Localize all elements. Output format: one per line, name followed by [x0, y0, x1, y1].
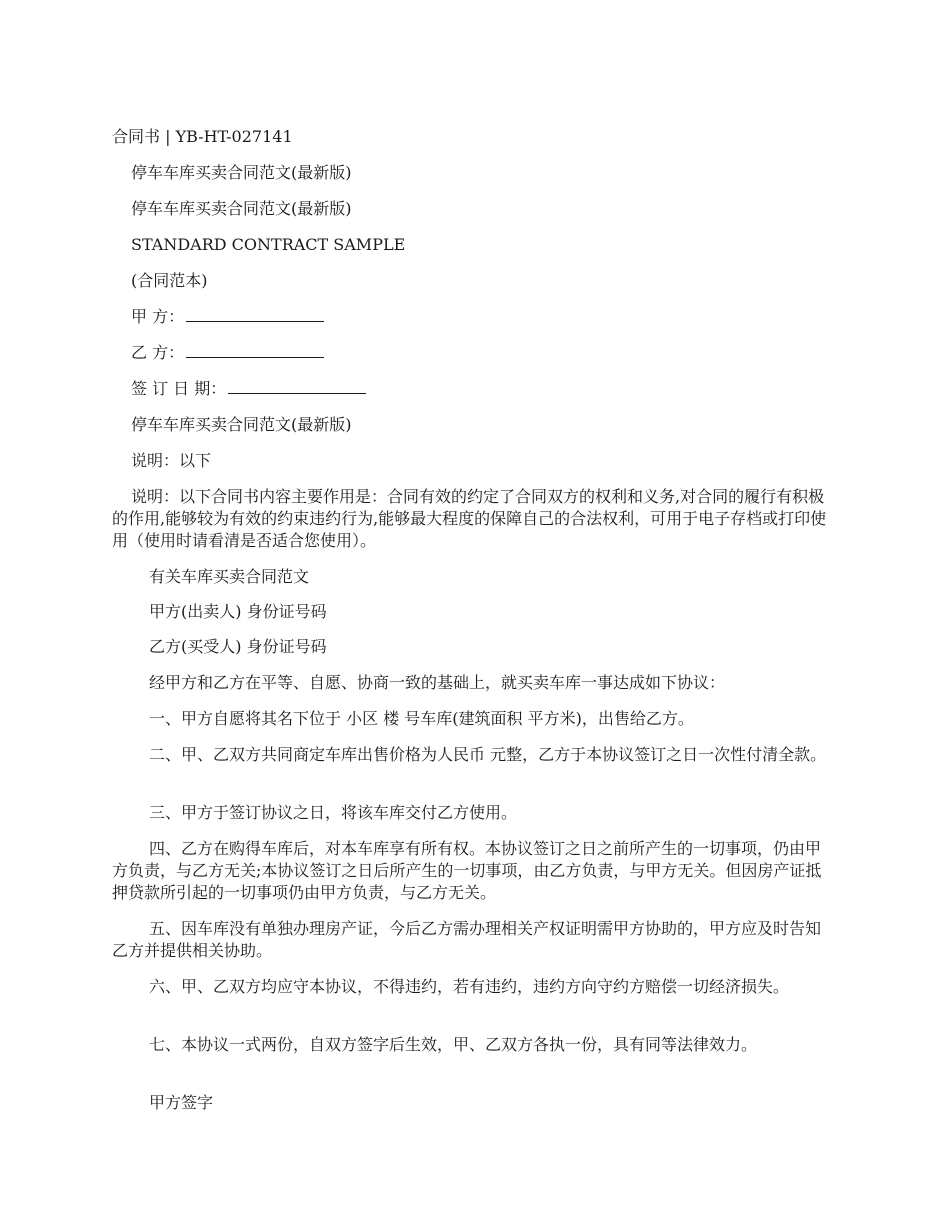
- clause-2: 二、甲、乙双方共同商定车库出售价格为人民币 元整，乙方于本协议签订之日一次性付清全款。: [149, 745, 827, 764]
- note-short: 说明：以下: [131, 451, 212, 470]
- party-a-signature-label: 甲方签字: [149, 1093, 214, 1112]
- sign-date-label: 签 订 日 期：: [131, 379, 227, 398]
- cover-title-3: 停车车库买卖合同范文(最新版): [131, 415, 352, 434]
- party-b-label: 乙 方：: [131, 343, 185, 362]
- party-b-field: [131, 342, 324, 364]
- clause-7: 七、本协议一式两份，自双方签字后生效，甲、乙双方各执一份，具有同等法律效力。: [149, 1035, 758, 1054]
- preamble: 经甲方和乙方在平等、自愿、协商一致的基础上，就买卖车库一事达成如下协议：: [149, 673, 726, 692]
- party-b-blank-line: [186, 342, 324, 358]
- party-b-id-line: 乙方(买受人) 身份证号码: [149, 637, 327, 656]
- clause-1: 一、甲方自愿将其名下位于 小区 楼 号车库(建筑面积 平方米)，出售给乙方。: [149, 709, 694, 728]
- clause-4: 四、乙方在购得车库后，对本车库享有所有权。本协议签订之日之前所产生的一切事项，仍由甲方负责，与乙方无关;本协议签订之日后所产生的一切事项，由乙方负责，与甲方无关。但因房产证抵押贷款所引起的一切事项仍由甲方负责，与乙方无关。: [112, 839, 822, 902]
- party-a-blank-line: [186, 306, 324, 322]
- cover-title-1: 停车车库买卖合同范文(最新版): [131, 163, 352, 182]
- sign-date-field: [131, 378, 366, 400]
- doc-code-header: 合同书 | YB-HT-027141: [112, 127, 293, 146]
- cover-subtitle-cn: (合同范本): [131, 271, 208, 290]
- clause-6: 六、甲、乙双方均应守本协议，不得违约，若有违约，违约方向守约方赔偿一切经济损失。: [149, 977, 790, 996]
- cover-title-2: 停车车库买卖合同范文(最新版): [131, 199, 352, 218]
- party-a-label: 甲 方：: [131, 307, 185, 326]
- party-a-id-line: 甲方(出卖人) 身份证号码: [149, 602, 327, 621]
- note-long-paragraph: 说明：以下合同书内容主要作用是：合同有效的约定了合同双方的权利和义务,对合同的履行有积极的作用,能够较为有效的约束违约行为,能够最大程度的保障自己的合法权利，可用于电子存档或打印使用（使用时请看清是否适合您使用）。: [112, 487, 827, 550]
- cover-subtitle-en: STANDARD CONTRACT SAMPLE: [131, 235, 406, 254]
- body-heading: 有关车库买卖合同范文: [149, 567, 310, 586]
- clause-3: 三、甲方于签订协议之日，将该车库交付乙方使用。: [149, 803, 518, 822]
- party-a-field: [131, 306, 324, 328]
- sign-date-blank-line: [228, 378, 366, 394]
- clause-5: 五、因车库没有单独办理房产证，今后乙方需办理相关产权证明需甲方协助的，甲方应及时告知乙方并提供相关协助。: [112, 919, 822, 960]
